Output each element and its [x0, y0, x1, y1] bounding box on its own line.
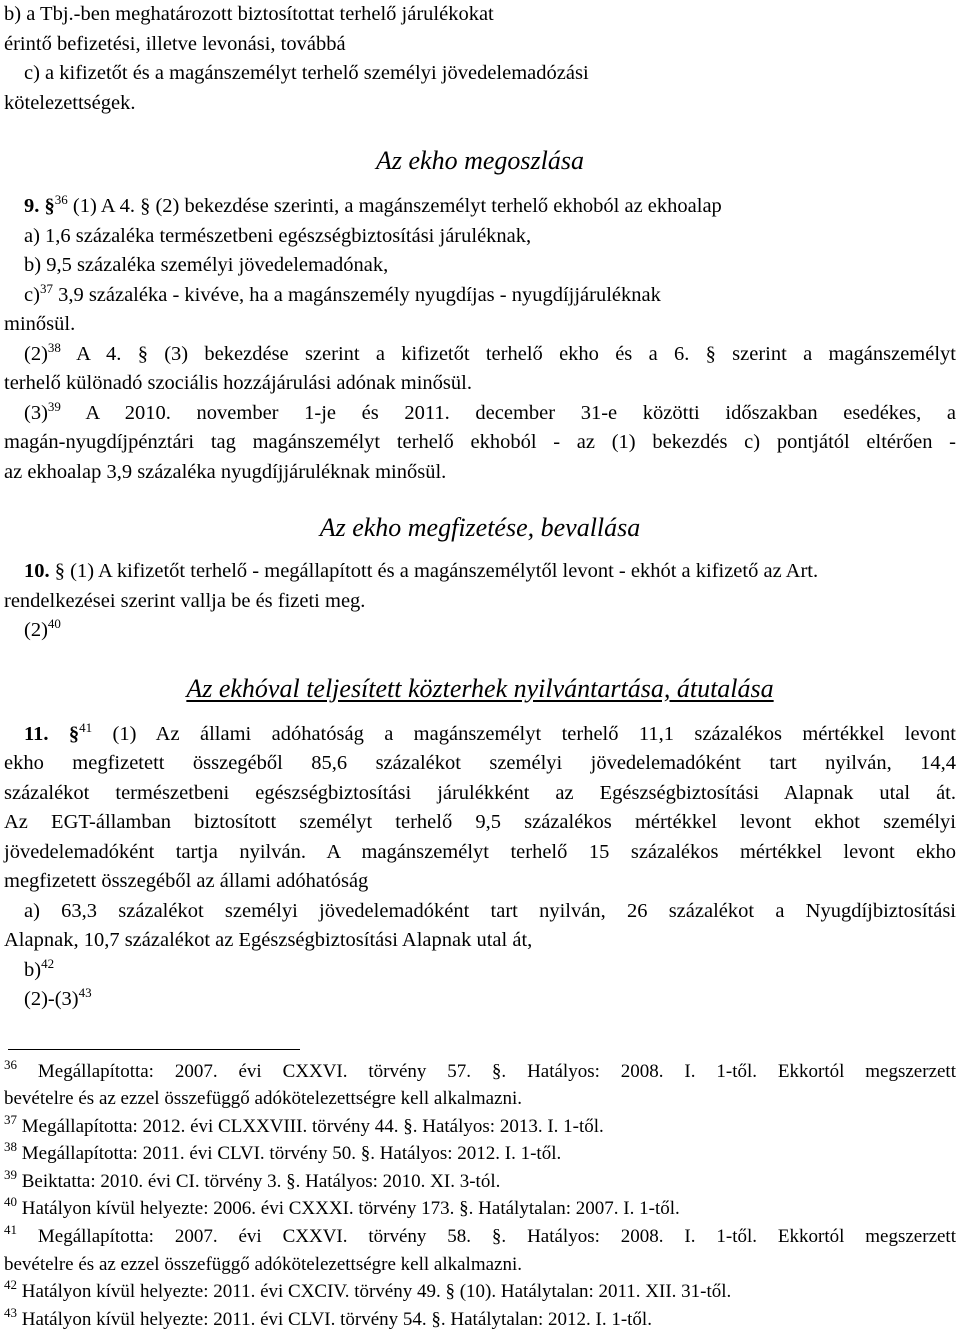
section-9-para-2: $(2)^{38}$ A 4. § (3) bekezdése szerint a kifizetőt terhelő ekho és a 6. § szerint a magánszemélyt [4, 340, 956, 370]
footnote-ref-43[interactable]: 43 [79, 985, 92, 1000]
footnote-ref-41[interactable]: 41 [79, 720, 92, 735]
section-11-line: jövedelemadóként tartja nyilván. A magánszemélyt terhelő 15 százalékos mértékkel levont ekho [4, 838, 956, 868]
section-9 [4, 192, 956, 487]
section-11-point-a: a) 63,3 százalékot személyi jövedelemadóként tart nyilván, 26 százalékot a Nyugdíjbiztosítási [4, 897, 956, 927]
section-11-line: százalékot természetbeni egészségbiztosítási járulékként az Egészségbiztosítási Alapnak utal át. [4, 779, 956, 809]
section-11-line: Az EGT-államban biztosított személyt terhelő 9,5 százalékos mértékkel levont ekhot személyi [4, 808, 956, 838]
section-10-para-2: $(2)^{40}$ [4, 616, 956, 646]
footnotes [4, 1058, 956, 1333]
section-11-point-a-cont: Alapnak, 10,7 százalékot az Egészségbiztosítási Alapnak utal át, [4, 926, 956, 956]
section-9-line-1: 9. §$^{36}$ (1) A 4. § (2) bekezdése szerinti, a magánszemélyt terhelő ekhoból az ekhoalap [4, 192, 956, 222]
footnote-41-cont: bevételre és az ezzel összefüggő adókötelezettségre kell alkalmazni. [4, 1251, 956, 1279]
intro-block [4, 0, 956, 118]
section-11-point-b: b)$^{42}$ [4, 956, 956, 986]
footnote-ref-38[interactable]: 38 [48, 340, 61, 355]
footnote-37: $^{37}$ Megállapította: 2012. évi CLXXVIII. törvény 44. §. Hatályos: 2013. I. 1-től. [4, 1113, 956, 1141]
section-9-para-3-line: az ekhoalap 3,9 százaléka nyugdíjjáruléknak minősül. [4, 458, 956, 488]
section-9-para-2-cont: terhelő különadó szociális hozzájárulási adónak minősül. [4, 369, 956, 399]
intro-line: kötelezettségek. [4, 89, 956, 119]
section-10-line-1: 10. § (1) A kifizetőt terhelő - megállapított és a magánszemélytől levont - ekhót a kifizető az Art. [4, 557, 956, 587]
intro-line: érintő befizetési, illetve levonási, továbbá [4, 30, 956, 60]
section-11-line: 11. §$^{41}$ (1) Az állami adóhatóság a magánszemélyt terhelő 11,1 százalékos mértékkel levont [4, 720, 956, 750]
footnote-ref-42[interactable]: 42 [41, 956, 54, 971]
footnote-39: $^{39}$ Beiktatta: 2010. évi CI. törvény 3. §. Hatályos: 2010. XI. 3-tól. [4, 1168, 956, 1196]
section-9-para-3: $(3)^{39}$ A 2010. november 1-je és 2011. december 31-e közötti időszakban esedékes, a [4, 399, 956, 429]
footnote-38: $^{38}$ Megállapította: 2011. évi CLVI. törvény 50. §. Hatályos: 2012. I. 1-től. [4, 1140, 956, 1168]
footnote-ref-36[interactable]: 36 [55, 192, 68, 207]
footnote-41: $^{41}$ Megállapította: 2007. évi CXXVI. törvény 58. §. Hatályos: 2008. I. 1-től. Ekkortól megszerzett [4, 1223, 956, 1251]
section-11-line: ekho megfizetett összegéből 85,6 százalékot személyi jövedelemadóként tart nyilván, 14,4 [4, 749, 956, 779]
section-10 [4, 557, 956, 646]
footnote-ref-40[interactable]: 40 [48, 616, 61, 631]
footnote-43: $^{43}$ Hatályon kívül helyezte: 2011. évi CLVI. törvény 54. §. Hatálytalan: 2012. I. 1-től. [4, 1306, 956, 1333]
section-9-point-c-cont: minősül. [4, 310, 956, 340]
footnote-ref-39[interactable]: 39 [48, 399, 61, 414]
footnote-42: $^{42}$ Hatályon kívül helyezte: 2011. évi CXCIV. törvény 49. § (10). Hatálytalan: 2011. XII. 31-től. [4, 1278, 956, 1306]
footnote-40: $^{40}$ Hatályon kívül helyezte: 2006. évi CXXXI. törvény 173. §. Hatálytalan: 2007. I. 1-től. [4, 1195, 956, 1223]
footnote-36: $^{36}$ Megállapította: 2007. évi CXXVI. törvény 57. §. Hatályos: 2008. I. 1-től. Ekkortól megszerzett [4, 1058, 956, 1086]
section-10-line-2: rendelkezései szerint vallja be és fizeti meg. [4, 587, 956, 617]
section-heading-nyilvantartas: Az ekhóval teljesített közterhek nyilvántartása, átutalása [4, 672, 956, 706]
section-9-para-3-line: magán-nyugdíjpénztári tag magánszemélyt terhelő ekhoból - az (1) bekezdés c) pontjától eltérően - [4, 428, 956, 458]
footnote-ref-37[interactable]: 37 [40, 281, 53, 296]
section-heading-ekho-megfizetese: Az ekho megfizetése, bevallása [4, 511, 956, 545]
section-11-para-2-3: $(2)-(3)^{43}$ [4, 985, 956, 1015]
section-9-point-a: a) 1,6 százaléka természetbeni egészségbiztosítási járuléknak, [4, 222, 956, 252]
intro-line: b) a Tbj.-ben meghatározott biztosítottat terhelő járulékokat [4, 0, 956, 30]
footnote-36-cont: bevételre és az ezzel összefüggő adókötelezettségre kell alkalmazni. [4, 1085, 956, 1113]
section-11-line: megfizetett összegéből az állami adóhatóság [4, 867, 956, 897]
intro-line: c) a kifizetőt és a magánszemélyt terhelő személyi jövedelemadózási [4, 59, 956, 89]
section-heading-ekho-megoszlasa: Az ekho megoszlása [4, 144, 956, 178]
section-9-point-b: b) 9,5 százaléka személyi jövedelemadónak, [4, 251, 956, 281]
section-9-point-c: c)$^{37}$ 3,9 százaléka - kivéve, ha a magánszemély nyugdíjas - nyugdíjjáruléknak [4, 281, 956, 311]
section-11 [4, 720, 956, 1015]
